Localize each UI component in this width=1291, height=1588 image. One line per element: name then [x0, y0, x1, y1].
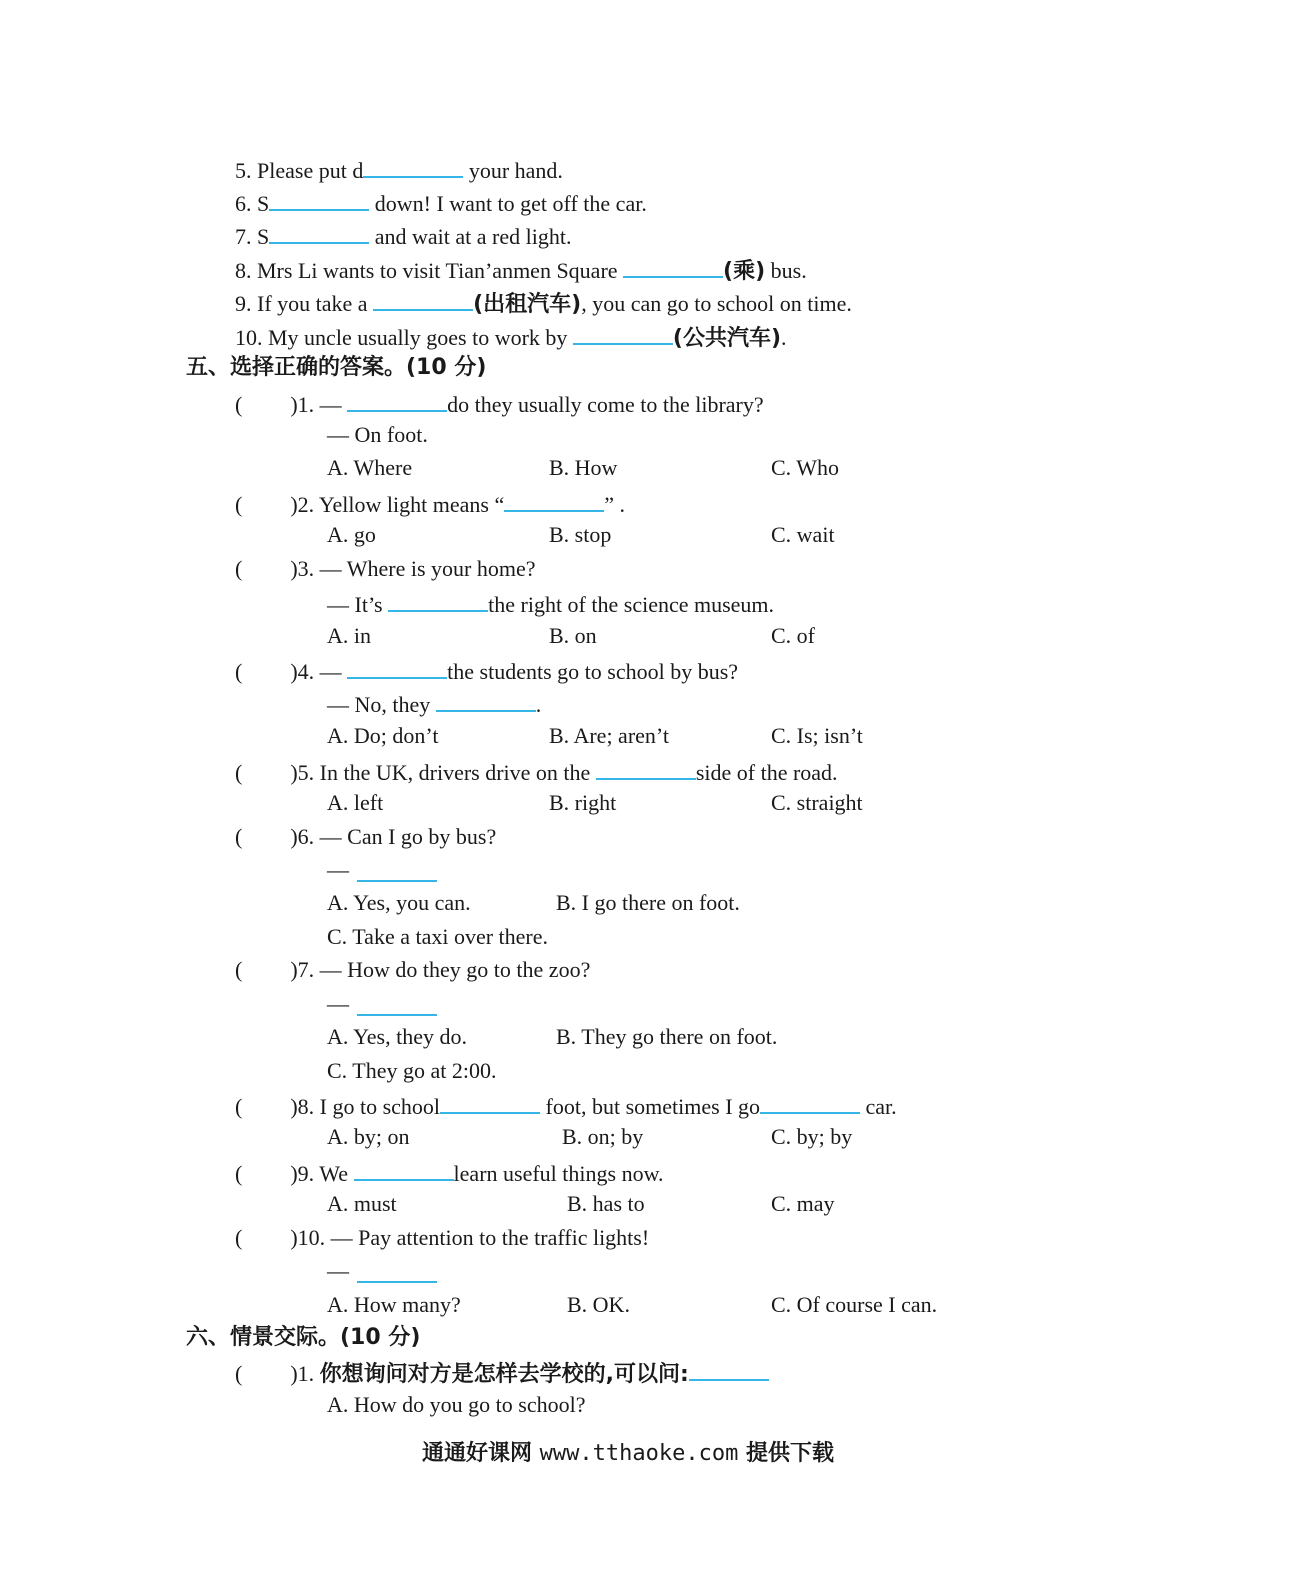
answer-paren[interactable]: (: [235, 492, 243, 517]
fill-q5-post: your hand.: [463, 158, 563, 183]
fill-q10: [235, 321, 787, 353]
option-a: A. How many?: [327, 1292, 461, 1317]
q-text: In the UK, drivers drive on the: [319, 760, 596, 785]
q-text: car.: [860, 1094, 897, 1119]
section5-title: 五、选择正确的答案。(10 分): [186, 355, 487, 380]
answer-blank[interactable]: [357, 992, 437, 1016]
answer-paren[interactable]: (: [235, 1161, 243, 1186]
s5-q10-reply: —: [327, 1258, 349, 1283]
s5-q3-reply: [327, 588, 774, 619]
answer-blank[interactable]: [388, 588, 488, 612]
question-number: )1.: [290, 392, 320, 417]
answer-blank[interactable]: [357, 1259, 437, 1283]
s5-q9: [235, 1157, 664, 1188]
answer-blank[interactable]: [354, 1157, 454, 1181]
answer-paren[interactable]: (: [235, 1361, 243, 1386]
question-number: )6.: [290, 824, 320, 849]
option-c: C. may: [771, 1191, 835, 1216]
option-a: A. in: [327, 623, 371, 648]
q-text: — Pay attention to the traffic lights!: [330, 1225, 650, 1250]
option-b: B. right: [549, 790, 617, 815]
fill-q8: [235, 254, 807, 286]
option-b: B. Are; aren’t: [549, 723, 669, 748]
fill-q8-pre: 8. Mrs Li wants to visit Tian’anmen Square: [235, 258, 624, 283]
option-c: C. of: [771, 623, 815, 648]
question-number: )5.: [290, 760, 320, 785]
question-number: )3.: [290, 556, 320, 581]
answer-blank[interactable]: [357, 858, 437, 882]
q-text: — Where is your home?: [319, 556, 536, 581]
q-text: do they usually come to the library?: [447, 392, 764, 417]
q-text: side of the road.: [695, 760, 838, 785]
fill-q5-pre: 5. Please put d: [235, 158, 364, 183]
fill-q7-post: and wait at a red light.: [369, 224, 572, 249]
fill-q5: [235, 154, 563, 185]
s5-q6-reply-blank: [357, 858, 437, 889]
answer-paren[interactable]: (: [235, 556, 243, 581]
option-a: A. by; on: [327, 1124, 410, 1149]
s5-q10-reply-blank: [357, 1259, 437, 1290]
answer-blank[interactable]: [347, 388, 447, 412]
answer-blank[interactable]: [504, 488, 604, 512]
answer-paren[interactable]: (: [235, 824, 243, 849]
s5-q3: [235, 555, 536, 583]
s6-q1: [235, 1357, 769, 1389]
footer-site-name: 通通好课网: [422, 1441, 540, 1466]
answer-blank[interactable]: [436, 688, 536, 712]
question-number: )2.: [290, 492, 319, 517]
question-number: )8.: [290, 1094, 320, 1119]
q-text: the right of the science museum.: [488, 592, 775, 617]
answer-paren[interactable]: (: [235, 1094, 243, 1119]
s5-q5: [235, 756, 838, 787]
answer-paren[interactable]: (: [235, 659, 243, 684]
answer-blank[interactable]: [760, 1090, 860, 1114]
footer-download-note: 提供下载: [738, 1441, 835, 1466]
s5-q7-reply-blank: [357, 992, 437, 1023]
option-b: B. They go there on foot.: [556, 1024, 778, 1049]
option-c: C. They go at 2:00.: [327, 1058, 497, 1083]
option-a: A. go: [327, 522, 376, 547]
answer-blank[interactable]: [573, 321, 673, 345]
question-number: )9.: [290, 1161, 320, 1186]
question-number: )4.: [290, 659, 320, 684]
q-text: the students go to school by bus?: [447, 659, 739, 684]
s5-q6: [235, 823, 496, 851]
option-b: B. OK.: [567, 1292, 630, 1317]
option-b: B. on; by: [562, 1124, 644, 1149]
answer-blank[interactable]: [373, 287, 473, 311]
q-text: I go to school: [319, 1094, 441, 1119]
fill-q6-pre: 6. S: [235, 191, 270, 216]
q-text: Yellow light means “: [318, 492, 505, 517]
question-number: )1.: [290, 1361, 320, 1386]
answer-blank[interactable]: [623, 254, 723, 278]
fill-q6-post: down! I want to get off the car.: [369, 191, 647, 216]
answer-blank[interactable]: [689, 1357, 769, 1381]
q-text: — Can I go by bus?: [319, 824, 497, 849]
option-a: A. How do you go to school?: [327, 1392, 586, 1417]
fill-q8-post: bus.: [765, 258, 807, 283]
answer-paren[interactable]: (: [235, 392, 243, 417]
answer-blank[interactable]: [440, 1090, 540, 1114]
s5-q4-reply: [327, 688, 541, 719]
section6-title: 六、情景交际。(10 分): [186, 1325, 421, 1350]
fill-q10-post: .: [781, 325, 787, 350]
fill-q6: [235, 187, 647, 218]
answer-blank[interactable]: [347, 655, 447, 679]
q-text: ” .: [604, 492, 625, 517]
answer-blank[interactable]: [269, 187, 369, 211]
s5-q6-reply: —: [327, 857, 349, 882]
option-a: A. Where: [327, 455, 413, 480]
answer-paren[interactable]: (: [235, 1225, 243, 1250]
s5-q7: [235, 956, 590, 984]
fill-q9: [235, 287, 852, 319]
q-text: — How do they go to the zoo?: [319, 957, 591, 982]
chinese-hint: (公共汽车): [672, 326, 782, 351]
chinese-hint: (出租汽车): [473, 292, 582, 317]
s5-q8: [235, 1090, 897, 1121]
option-b: B. I go there on foot.: [556, 890, 740, 915]
s5-q4: [235, 655, 738, 686]
answer-paren[interactable]: (: [235, 957, 243, 982]
option-a: A. Yes, they do.: [327, 1024, 467, 1049]
option-a: A. Do; don’t: [327, 723, 439, 748]
option-c: C. wait: [771, 522, 835, 547]
fill-q9-pre: 9. If you take a: [235, 291, 374, 316]
q-text: foot, but sometimes I go: [540, 1094, 761, 1119]
fill-q7: [235, 220, 571, 251]
answer-blank[interactable]: [269, 220, 369, 244]
option-c: C. straight: [771, 790, 863, 815]
chinese-hint: (乘): [723, 259, 766, 284]
option-b: B. How: [549, 455, 618, 480]
q-text: — No, they: [327, 692, 436, 717]
q-text: — It’s: [327, 592, 389, 617]
q-text: .: [535, 692, 542, 717]
q-text: 你想询问对方是怎样去学校的,可以问:: [319, 1362, 689, 1387]
question-number: )10.: [290, 1225, 331, 1250]
option-b: B. on: [549, 623, 597, 648]
s5-q1: [235, 388, 764, 419]
footer-url[interactable]: www.tthaoke.com: [539, 1441, 739, 1466]
s5-q2: [235, 488, 625, 519]
option-b: B. stop: [549, 522, 612, 547]
option-c: C. Who: [771, 455, 840, 480]
answer-paren[interactable]: (: [235, 760, 243, 785]
answer-blank[interactable]: [596, 756, 696, 780]
option-c: C. Take a taxi over there.: [327, 924, 549, 949]
option-c: C. by; by: [771, 1124, 853, 1149]
option-b: B. has to: [567, 1191, 645, 1216]
option-c: C. Of course I can.: [771, 1292, 938, 1317]
q-text: —: [319, 659, 348, 684]
answer-blank[interactable]: [363, 154, 463, 178]
fill-q9-post: , you can go to school on time.: [581, 291, 852, 316]
fill-q10-pre: 10. My uncle usually goes to work by: [235, 325, 573, 350]
s5-q1-reply: — On foot.: [327, 422, 428, 447]
q-text: We: [319, 1161, 354, 1186]
s5-q10: [235, 1224, 649, 1252]
option-a: A. Yes, you can.: [327, 890, 471, 915]
q-text: learn useful things now.: [453, 1161, 664, 1186]
footer: [422, 1436, 834, 1467]
fill-q7-pre: 7. S: [235, 224, 270, 249]
s5-q7-reply: —: [327, 991, 349, 1016]
option-a: A. must: [327, 1191, 397, 1216]
option-c: C. Is; isn’t: [771, 723, 863, 748]
q-text: —: [319, 392, 348, 417]
question-number: )7.: [290, 957, 320, 982]
option-a: A. left: [327, 790, 384, 815]
